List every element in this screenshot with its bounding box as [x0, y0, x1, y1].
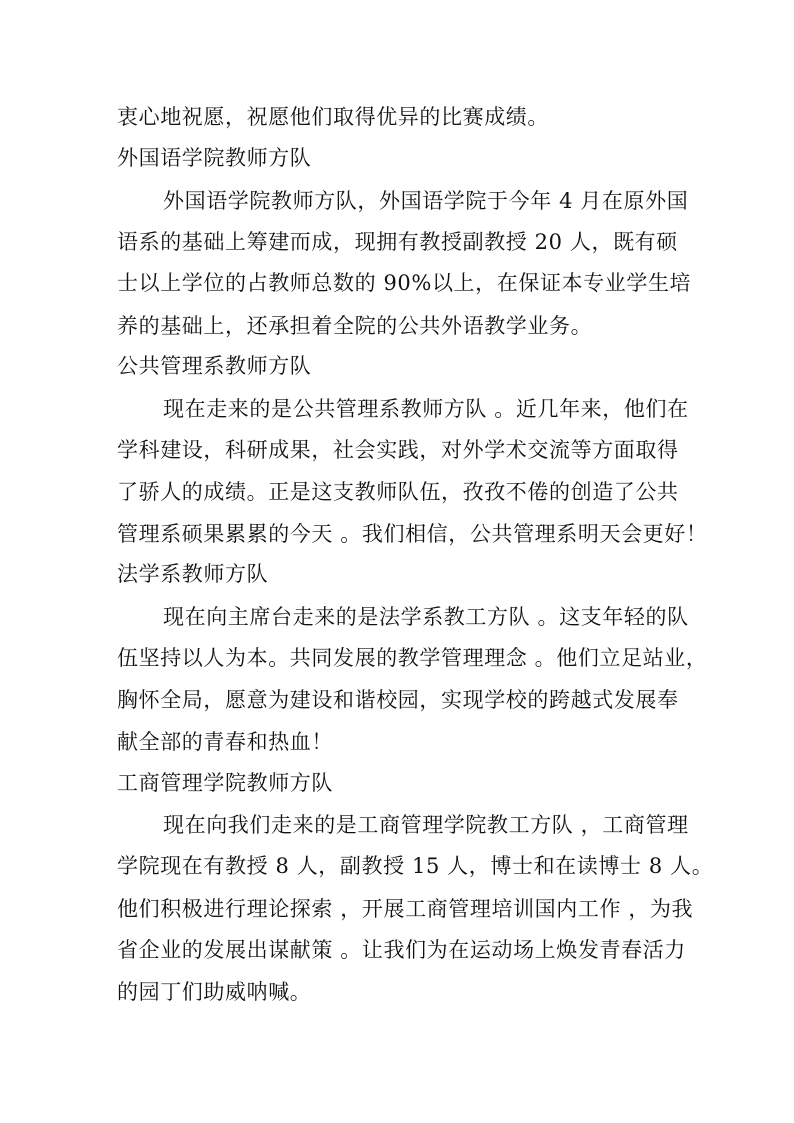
paragraph-line: 管理系硕果累累的今天 。我们相信，公共管理系明天会更好！ — [117, 522, 708, 546]
paragraph-line: 献全部的青春和热血！ — [117, 730, 333, 754]
paragraph-line: 省企业的发展出谋献策 。让我们为在运动场上焕发青春活力 — [117, 938, 686, 962]
paragraph-line: 现在向我们走来的是工商管理学院教工方队 ，工商管理 — [163, 813, 689, 837]
section-heading: 工商管理学院教师方队 — [117, 771, 333, 795]
paragraph-line: 胸怀全局，愿意为建设和谐校园，实现学校的跨越式发展奉 — [117, 688, 679, 712]
paragraph-line: 现在走来的是公共管理系教师方队 。近几年来，他们在 — [163, 397, 689, 421]
section-heading: 公共管理系教师方队 — [117, 354, 312, 378]
paragraph-line: 现在向主席台走来的是法学系教工方队 。这支年轻的队 — [163, 605, 689, 629]
intro-line: 衷心地祝愿，祝愿他们取得优异的比赛成绩。 — [117, 105, 549, 129]
paragraph-line: 学科建设，科研成果，社会实践，对外学术交流等方面取得 — [117, 438, 679, 462]
paragraph-line: 学院现在有教授 8 人，副教授 15 人，博士和在读博士 8 人。 — [117, 854, 714, 878]
section-heading: 外国语学院教师方队 — [117, 146, 312, 170]
paragraph-line: 外国语学院教师方队，外国语学院于今年 4 月在原外国 — [163, 189, 689, 213]
paragraph-line: 士以上学位的占教师总数的 90%以上，在保证本专业学生培 — [117, 271, 692, 295]
section-heading: 法学系教师方队 — [117, 562, 269, 586]
paragraph-line: 养的基础上，还承担着全院的公共外语教学业务。 — [117, 314, 593, 338]
paragraph-line: 了骄人的成绩。正是这支教师队伍，孜孜不倦的创造了公共 — [117, 480, 679, 504]
paragraph-line: 他们积极进行理论探索 ，开展工商管理培训国内工作 ，为我 — [117, 897, 694, 921]
paragraph-line: 的园丁们助威呐喊。 — [117, 980, 312, 1004]
paragraph-line: 语系的基础上筹建而成，现拥有教授副教授 20 人，既有硕 — [117, 230, 678, 254]
paragraph-line: 伍坚持以人为本。共同发展的教学管理理念 。他们立足站业， — [117, 646, 708, 670]
